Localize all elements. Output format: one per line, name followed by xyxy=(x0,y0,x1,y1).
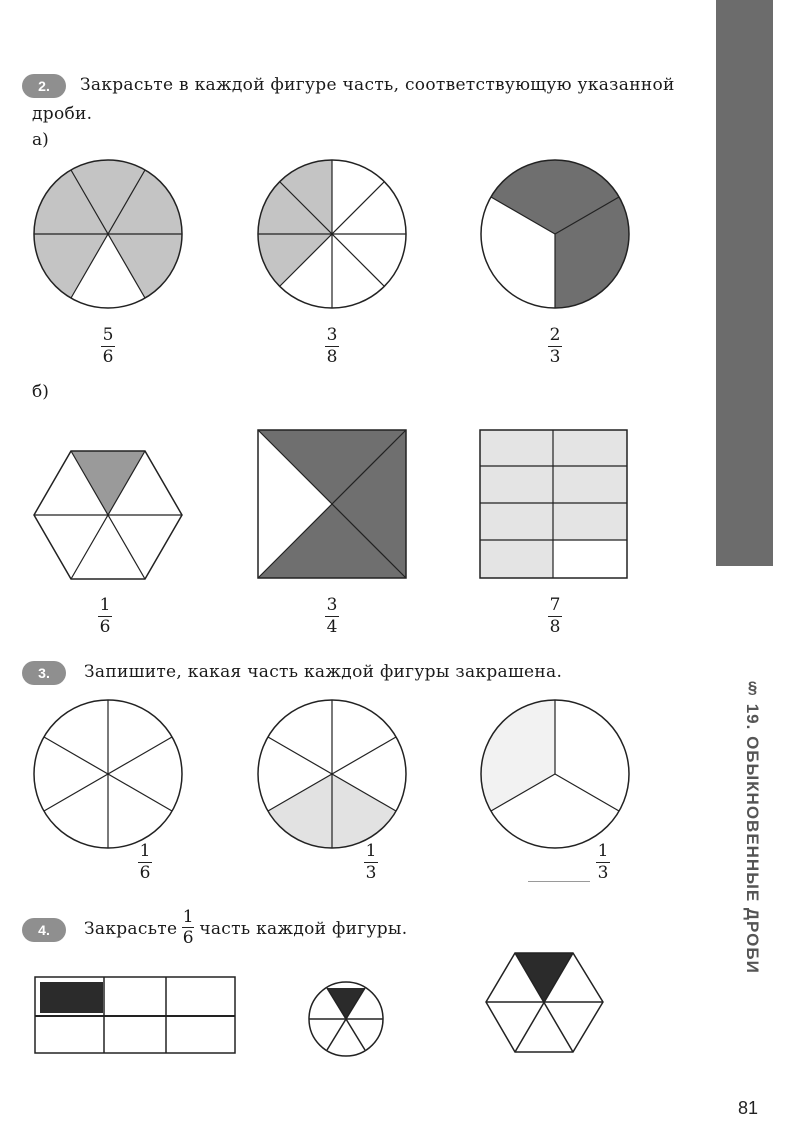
fraction-label xyxy=(90,596,120,637)
sector-shaded[interactable] xyxy=(332,774,396,848)
task-text xyxy=(84,907,408,949)
numerator: 1 xyxy=(597,841,609,861)
denominator: 3 xyxy=(549,347,561,367)
cell-shaded[interactable] xyxy=(480,466,553,503)
cell-shaded[interactable] xyxy=(480,540,553,578)
fraction-label xyxy=(93,326,123,367)
cell-shaded[interactable] xyxy=(553,466,627,503)
numerator: 2 xyxy=(549,325,561,345)
task4-small-circle[interactable] xyxy=(309,982,383,1056)
answer-fraction xyxy=(356,842,386,883)
task-text: Закрасьте в каждой фигуре часть, соответствующую указанной xyxy=(80,75,675,95)
section-title: § 19. ОБЫКНОВЕННЫЕ ДРОБИ xyxy=(743,678,762,974)
denominator: 3 xyxy=(597,863,609,883)
inline-fraction xyxy=(182,908,194,947)
cell-shaded[interactable] xyxy=(553,430,627,466)
task-number-badge: 4. xyxy=(22,918,66,942)
task-text-cont: дроби. xyxy=(32,104,93,124)
numerator: 1 xyxy=(365,841,377,861)
fraction-label xyxy=(540,596,570,637)
task4-rectangle-grid[interactable] xyxy=(35,977,235,1053)
task3-circle-thirds[interactable] xyxy=(481,700,629,848)
circle-eighths-figure[interactable] xyxy=(258,160,406,308)
task-number-badge: 2. xyxy=(22,74,66,98)
cell-shaded[interactable] xyxy=(480,430,553,466)
task-number-badge: 3. xyxy=(22,661,66,685)
denominator: 6 xyxy=(99,617,111,637)
triangle-shaded[interactable] xyxy=(515,953,573,1002)
task3-circle-sixths-shaded[interactable] xyxy=(258,700,406,848)
sector-shaded[interactable] xyxy=(481,700,555,811)
numerator: 5 xyxy=(102,325,114,345)
cell-shaded[interactable] xyxy=(40,982,103,1013)
numerator: 3 xyxy=(326,325,338,345)
task-text-after: часть каждой фигуры. xyxy=(199,919,408,939)
part-b-label: б) xyxy=(32,382,49,402)
numerator: 1 xyxy=(139,841,151,861)
answer-fraction xyxy=(588,842,618,883)
sector-shaded[interactable] xyxy=(258,234,332,286)
grid-eighths-figure[interactable] xyxy=(480,430,627,578)
numerator: 1 xyxy=(182,907,194,927)
square-diagonals-figure[interactable] xyxy=(258,430,406,578)
numerator: 1 xyxy=(99,595,111,615)
numerator: 7 xyxy=(549,595,561,615)
denominator: 6 xyxy=(139,863,151,883)
answer-line xyxy=(528,881,590,882)
denominator: 6 xyxy=(182,928,194,948)
numerator: 3 xyxy=(326,595,338,615)
sector-shaded[interactable] xyxy=(268,774,332,848)
cell-shaded[interactable] xyxy=(553,503,627,540)
task-text-before: Закрасьте xyxy=(84,919,178,939)
triangle-shaded[interactable] xyxy=(71,451,145,515)
fraction-label xyxy=(317,326,347,367)
part-a-label: а) xyxy=(32,130,49,150)
circle-thirds-figure[interactable] xyxy=(481,160,629,308)
hexagon-figure[interactable] xyxy=(34,451,182,579)
fraction-label xyxy=(540,326,570,367)
answer-fraction xyxy=(130,842,160,883)
denominator: 8 xyxy=(549,617,561,637)
sector-shaded[interactable] xyxy=(327,988,365,1019)
fraction-label xyxy=(317,596,347,637)
denominator: 8 xyxy=(326,347,338,367)
circle-sixths-figure[interactable] xyxy=(34,160,182,308)
task-text: Запишите, какая часть каждой фигуры закрашена. xyxy=(84,662,563,682)
denominator: 3 xyxy=(365,863,377,883)
task3-circle-sixths[interactable] xyxy=(34,700,182,848)
denominator: 4 xyxy=(326,617,338,637)
cell-shaded[interactable] xyxy=(480,503,553,540)
task4-hexagon[interactable] xyxy=(486,953,603,1052)
denominator: 6 xyxy=(102,347,114,367)
page-number: 81 xyxy=(738,1098,759,1118)
